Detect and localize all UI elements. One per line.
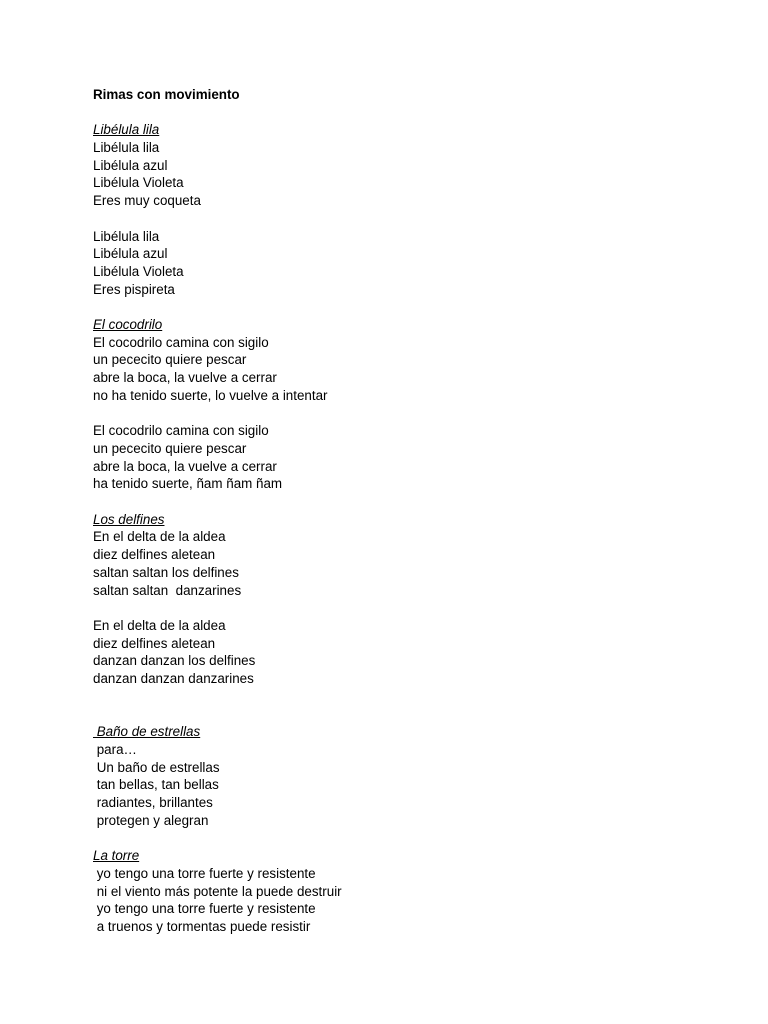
spacer xyxy=(93,104,733,122)
verse-line: Libélula lila xyxy=(93,140,160,156)
verse-line: Libélula azul xyxy=(93,157,168,173)
verse-line: danzan danzan los delfines xyxy=(93,653,256,669)
stanza xyxy=(93,741,733,830)
poem-title: El cocodrilo xyxy=(93,317,163,333)
stanza xyxy=(93,228,733,299)
stanza xyxy=(93,617,733,688)
verse-line: yo tengo una torre fuerte y resistente xyxy=(93,901,316,917)
verse-line: un pececito quiere pescar xyxy=(93,352,247,368)
verse-line: para… xyxy=(93,741,137,757)
verse-line: a truenos y tormentas puede resistir xyxy=(93,918,311,934)
poem-title: Baño de estrellas xyxy=(93,724,201,740)
stanza xyxy=(93,528,733,599)
verse-line: ni el viento más potente la puede destruir xyxy=(93,883,342,899)
poem-title: La torre xyxy=(93,848,140,864)
verse-line: En el delta de la aldea xyxy=(93,529,226,545)
verse-line: radiantes, brillantes xyxy=(93,795,213,810)
stanza xyxy=(93,865,733,936)
verse-line: Libélula Violeta xyxy=(93,263,184,279)
verse-line: El cocodrilo camina con sigilo xyxy=(93,334,269,350)
poem-title: Los delfines xyxy=(93,511,165,527)
verse-line: un pececito quiere pescar xyxy=(93,440,247,456)
poem-los-delfines xyxy=(93,511,733,688)
stanza xyxy=(93,139,733,210)
poem-bano-de-estrellas xyxy=(93,723,733,829)
poem-libelula-lila xyxy=(93,121,733,298)
spacer xyxy=(93,599,733,617)
verse-line: diez delfines aletean xyxy=(93,635,216,651)
stanza xyxy=(93,334,733,405)
verse-line: El cocodrilo camina con sigilo xyxy=(93,423,269,439)
verse-line: protegen y alegran xyxy=(93,812,209,828)
verse-line: danzan danzan danzarines xyxy=(93,671,254,687)
verse-line: saltan saltan los delfines xyxy=(93,564,239,580)
verse-line: Libélula Violeta xyxy=(93,175,184,191)
poem-title: Libélula lila xyxy=(93,122,160,138)
stanza xyxy=(93,422,733,493)
verse-line: Un baño de estrellas xyxy=(93,759,220,775)
verse-line: Libélula azul xyxy=(93,246,168,262)
verse-line: diez delfines aletean xyxy=(93,547,216,563)
spacer xyxy=(93,298,733,316)
verse-line: En el delta de la aldea xyxy=(93,617,226,633)
spacer xyxy=(93,688,733,723)
document-title: Rimas con movimiento xyxy=(93,87,240,102)
verse-line: saltan saltan danzarines xyxy=(93,582,242,598)
verse-line: Eres muy coqueta xyxy=(93,193,201,209)
document-page xyxy=(93,86,733,936)
spacer xyxy=(93,405,733,423)
verse-line: yo tengo una torre fuerte y resistente xyxy=(93,865,316,881)
spacer xyxy=(93,829,733,847)
verse-line: Libélula lila xyxy=(93,228,160,244)
verse-line: abre la boca, la vuelve a cerrar xyxy=(93,370,277,386)
spacer xyxy=(93,493,733,511)
verse-line: ha tenido suerte, ñam ñam ñam xyxy=(93,476,283,492)
verse-line: tan bellas, tan bellas xyxy=(93,777,219,793)
verse-line: no ha tenido suerte, lo vuelve a intentar xyxy=(93,387,328,403)
poem-la-torre xyxy=(93,847,733,936)
verse-line: Eres pispireta xyxy=(93,281,175,297)
spacer xyxy=(93,210,733,228)
verse-line: abre la boca, la vuelve a cerrar xyxy=(93,458,277,474)
poem-el-cocodrilo xyxy=(93,316,733,493)
